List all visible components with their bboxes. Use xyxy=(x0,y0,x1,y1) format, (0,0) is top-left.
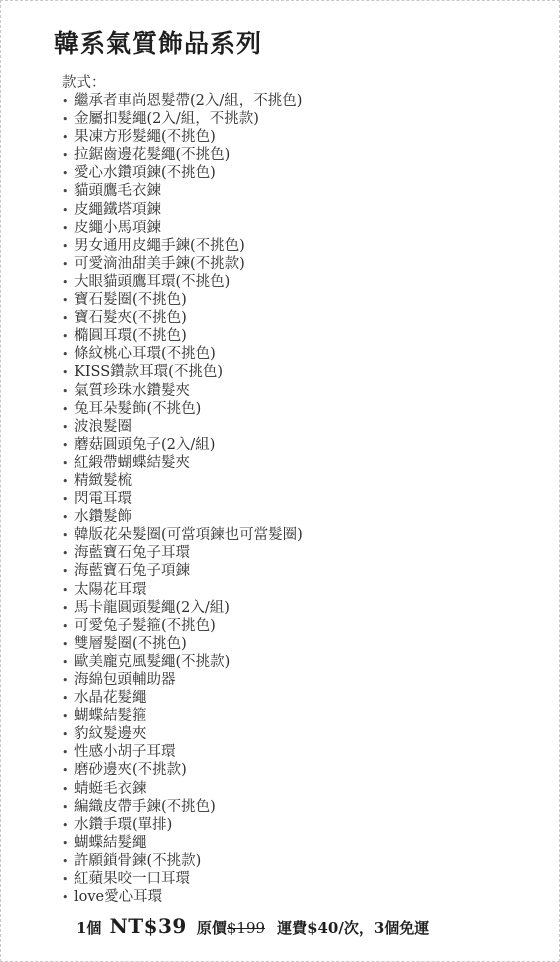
list-item xyxy=(62,273,303,291)
style-list xyxy=(62,92,303,906)
list-item xyxy=(62,327,303,345)
list-item xyxy=(62,725,303,743)
bullet-icon: • xyxy=(62,402,69,416)
bullet-icon: • xyxy=(62,529,69,543)
list-item-label: 果凍方形髮繩(不挑色) xyxy=(74,129,216,146)
list-item-label: 閃電耳環 xyxy=(74,491,132,508)
list-item xyxy=(62,526,303,544)
original-price-amount: $199 xyxy=(226,919,266,937)
list-item-label: 雙層髮圈(不挑色) xyxy=(74,635,187,652)
list-item xyxy=(62,490,303,508)
list-item xyxy=(62,201,303,219)
bullet-icon: • xyxy=(62,275,69,289)
list-item xyxy=(62,562,303,580)
bullet-icon: • xyxy=(62,420,69,434)
bullet-icon: • xyxy=(62,257,69,271)
list-item-label: 蜻蜓毛衣鍊 xyxy=(74,780,147,797)
list-item-label: 水鑽手環(單排) xyxy=(74,816,173,833)
bullet-icon: • xyxy=(62,637,69,651)
pricing-line xyxy=(76,914,429,938)
styles-label: 款式： xyxy=(62,75,106,91)
list-item-label: 紅緞帶蝴蝶結髮夾 xyxy=(74,454,190,471)
list-item xyxy=(62,581,303,599)
list-item xyxy=(62,454,303,472)
list-item xyxy=(62,599,303,617)
list-item-label: 男女通用皮繩手鍊(不挑色) xyxy=(74,237,245,254)
list-item xyxy=(62,617,303,635)
bullet-icon: • xyxy=(62,655,69,669)
list-item-label: 大眼貓頭鷹耳環(不挑色) xyxy=(74,273,231,290)
bullet-icon: • xyxy=(62,221,69,235)
list-item-label: 皮繩鐵塔項鍊 xyxy=(74,201,161,218)
original-price xyxy=(197,919,265,937)
bullet-icon: • xyxy=(62,149,69,163)
list-item-label: 太陽花耳環 xyxy=(74,581,147,598)
list-item-label: 可愛兔子髮箍(不挑色) xyxy=(74,617,216,634)
list-item xyxy=(62,309,303,327)
list-item xyxy=(62,363,303,381)
list-item-label: 海藍寶石兔子耳環 xyxy=(74,545,190,562)
bullet-icon: • xyxy=(62,746,69,760)
bullet-icon: • xyxy=(62,131,69,145)
quantity-label: 1個 xyxy=(76,919,102,937)
bullet-icon: • xyxy=(62,782,69,796)
list-item-label: 橢圓耳環(不挑色) xyxy=(74,328,187,345)
list-item-label: 波浪髮圈 xyxy=(74,418,132,435)
price-value: NT$39 xyxy=(109,914,187,938)
bullet-icon: • xyxy=(62,547,69,561)
list-item xyxy=(62,382,303,400)
list-item xyxy=(62,472,303,490)
list-item xyxy=(62,237,303,255)
bullet-icon: • xyxy=(62,239,69,253)
list-item xyxy=(62,400,303,418)
list-item xyxy=(62,110,303,128)
bullet-icon: • xyxy=(62,493,69,507)
list-item xyxy=(62,92,303,110)
list-item-label: 愛心水鑽項鍊(不挑色) xyxy=(74,165,216,182)
list-item-label: love愛心耳環 xyxy=(74,889,163,906)
list-item-label: 豹紋髮邊夾 xyxy=(74,726,147,743)
bullet-icon: • xyxy=(62,203,69,217)
list-item xyxy=(62,888,303,906)
list-item-label: 水鑽髮飾 xyxy=(74,509,132,526)
bullet-icon: • xyxy=(62,511,69,525)
list-item-label: 皮繩小馬項鍊 xyxy=(74,219,161,236)
bullet-icon: • xyxy=(62,348,69,362)
list-item xyxy=(62,182,303,200)
list-item-label: 海藍寶石兔子項鍊 xyxy=(74,563,190,580)
list-item xyxy=(62,707,303,725)
bullet-icon: • xyxy=(62,384,69,398)
list-item-label: 磨砂邊夾(不挑款) xyxy=(74,762,187,779)
original-price-label: 原價 xyxy=(196,919,227,937)
bullet-icon: • xyxy=(62,619,69,633)
list-item xyxy=(62,761,303,779)
bullet-icon: • xyxy=(62,185,69,199)
list-item-label: 韓版花朵髮圈(可當項鍊也可當髮圈) xyxy=(74,527,303,544)
list-item-label: 海綿包頭輔助器 xyxy=(74,672,176,688)
list-item xyxy=(62,345,303,363)
bullet-icon: • xyxy=(62,474,69,488)
list-item-label: 編織皮帶手鍊(不挑色) xyxy=(74,798,216,815)
bullet-icon: • xyxy=(62,674,69,687)
bullet-icon: • xyxy=(62,728,69,742)
bullet-icon: • xyxy=(62,818,69,832)
page-title: 韓系氣質飾品系列 xyxy=(54,29,263,58)
bullet-icon: • xyxy=(62,764,69,778)
bullet-icon: • xyxy=(62,312,69,326)
list-item-label: KISS鑽款耳環(不挑色) xyxy=(74,364,223,381)
bullet-icon: • xyxy=(62,330,69,344)
list-item xyxy=(62,219,303,237)
list-item-label: 蘑菇圓頭兔子(2入/組) xyxy=(74,436,216,453)
bullet-icon: • xyxy=(62,294,69,308)
list-item-label: 寶石髮夾(不挑色) xyxy=(74,310,187,327)
list-item-label: 氣質珍珠水鑽髮夾 xyxy=(74,382,190,399)
list-item xyxy=(62,798,303,816)
list-item-label: 繼承者車尚恩髮帶(2入/組，不挑色) xyxy=(74,93,303,109)
list-item-label: 金屬扣髮繩(2入/組，不挑款) xyxy=(74,111,259,128)
list-item xyxy=(62,418,303,436)
list-item xyxy=(62,635,303,653)
bullet-icon: • xyxy=(62,95,69,108)
list-item xyxy=(62,436,303,454)
list-item xyxy=(62,544,303,562)
bullet-icon: • xyxy=(62,710,69,724)
list-item xyxy=(62,146,303,164)
bullet-icon: • xyxy=(62,438,69,452)
bullet-icon: • xyxy=(62,565,69,579)
list-item-label: 可愛滴油甜美手鍊(不挑款) xyxy=(74,255,245,272)
shipping-info: 運費$40/次，3個免運 xyxy=(277,919,430,937)
list-item xyxy=(62,689,303,707)
list-item xyxy=(62,743,303,761)
list-item-label: 紅蘋果咬一口耳環 xyxy=(74,871,190,888)
list-item xyxy=(62,671,303,689)
bullet-icon: • xyxy=(62,167,69,181)
list-item-label: 許願鎖骨鍊(不挑款) xyxy=(74,852,202,869)
list-item xyxy=(62,870,303,888)
bullet-icon: • xyxy=(62,836,69,850)
list-item xyxy=(62,834,303,852)
bullet-icon: • xyxy=(62,800,69,814)
list-item-label: 蝴蝶結髮繩 xyxy=(74,834,147,851)
list-item xyxy=(62,255,303,273)
list-item-label: 兔耳朵髮飾(不挑色) xyxy=(74,400,202,417)
list-item-label: 貓頭鷹毛衣鍊 xyxy=(74,183,161,200)
bullet-icon: • xyxy=(62,456,69,470)
list-item-label: 性感小胡子耳環 xyxy=(74,744,176,761)
list-item xyxy=(62,816,303,834)
list-item-label: 精緻髮梳 xyxy=(74,472,132,489)
bullet-icon: • xyxy=(62,891,69,905)
list-item-label: 馬卡龍圓頭髮繩(2入/組) xyxy=(74,599,230,616)
bullet-icon: • xyxy=(62,366,69,380)
list-item-label: 條紋桃心耳環(不挑色) xyxy=(74,346,216,363)
list-item-label: 歐美龐克風髮繩(不挑款) xyxy=(74,653,231,670)
bullet-icon: • xyxy=(62,692,69,706)
list-item xyxy=(62,780,303,798)
bullet-icon: • xyxy=(62,873,69,887)
list-item xyxy=(62,508,303,526)
list-item-label: 拉鋸齒邊花髮繩(不挑色) xyxy=(74,147,231,164)
list-item xyxy=(62,164,303,182)
list-item xyxy=(62,852,303,870)
list-item-label: 寶石髮圈(不挑色) xyxy=(74,292,187,309)
list-item xyxy=(62,653,303,671)
bullet-icon: • xyxy=(62,583,69,597)
list-item xyxy=(62,291,303,309)
bullet-icon: • xyxy=(62,601,69,615)
list-item-label: 水晶花髮繩 xyxy=(74,690,147,707)
bullet-icon: • xyxy=(62,113,69,127)
bullet-icon: • xyxy=(62,854,69,868)
list-item xyxy=(62,128,303,146)
list-item-label: 蝴蝶結髮箍 xyxy=(74,708,147,725)
